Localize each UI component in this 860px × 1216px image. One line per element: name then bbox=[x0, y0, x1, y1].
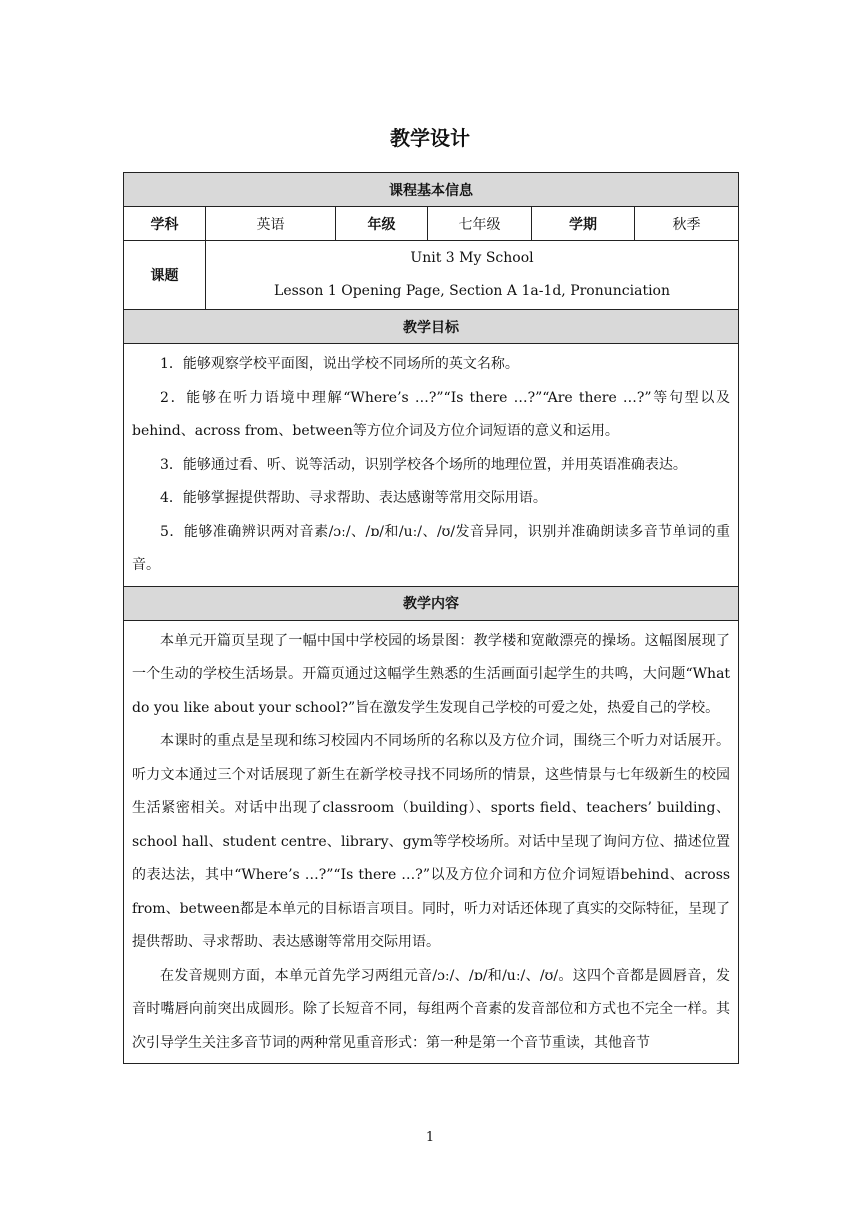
objective-item: 4．能够掌握提供帮助、寻求帮助、表达感谢等常用交际用语。 bbox=[160, 490, 547, 506]
subject-label: 学科 bbox=[124, 207, 206, 241]
content-body bbox=[124, 620, 739, 1064]
document-title: 教学设计 bbox=[390, 126, 470, 150]
grade-label: 年级 bbox=[336, 207, 428, 241]
content-paragraph: 在发音规则方面，本单元首先学习两组元音/ɔː/、/ɒ/和/uː/、/ʊ/。这四个音都是圆唇音，发音时嘴唇向前突出成圆形。除了长短音不同，每组两个音素的发音部位和方式也不完全一样。其次引导学生关注多音节词的两种常见重音形式：第一种是第一个音节重读，其他音节 bbox=[132, 967, 731, 1051]
objectives-header: 教学目标 bbox=[124, 310, 739, 344]
term-label: 学期 bbox=[532, 207, 635, 241]
basic-info-header: 课程基本信息 bbox=[124, 173, 739, 207]
topic-line-lesson: Lesson 1 Opening Page, Section A 1a-1d, Pronunciation bbox=[274, 283, 671, 299]
topic-line-unit: Unit 3 My School bbox=[410, 250, 534, 266]
content-header: 教学内容 bbox=[124, 586, 739, 620]
objective-item: 5．能够准确辨识两对音素/ɔː/、/ɒ/和/uː/、/ʊ/发音异同，识别并准确朗读多音节单词的重音。 bbox=[132, 523, 731, 573]
term-value: 秋季 bbox=[635, 207, 739, 241]
objective-item: 3．能够通过看、听、说等活动，识别学校各个场所的地理位置，并用英语准确表达。 bbox=[160, 456, 687, 473]
objectives-list bbox=[124, 344, 739, 587]
topic-label: 课题 bbox=[124, 241, 206, 310]
grade-value: 七年级 bbox=[428, 207, 532, 241]
content-paragraph: 本单元开篇页呈现了一幅中国中学校园的场景图：教学楼和宽敞漂亮的操场。这幅图展现了一个生动的学校生活场景。开篇页通过这幅学生熟悉的生活画面引起学生的共鸣，大问题“What do you like about your school?”旨在激发学生发现自己学校的可爱之处，热爱自己的学校。 bbox=[132, 632, 731, 716]
content-paragraph: 本课时的重点是呈现和练习校园内不同场所的名称以及方位介词，围绕三个听力对话展开。听力文本通过三个对话展现了新生在新学校寻找不同场所的情景，这些情景与七年级新生的校园生活紧密相关。对话中出现了classroom（building）、sports field、teachers’ building、school hall、student centre、library、gym等学校场所。对话中呈现了询问方位、描述位置的表达法，其中“Where’s …?”“Is there …?”以及方位介词和方位介词短语behind、across from、between都是本单元的目标语言项目。同时，听力对话还体现了真实的交际特征，呈现了提供帮助、寻求帮助、表达感谢等常用交际用语。 bbox=[132, 733, 731, 950]
subject-value: 英语 bbox=[206, 207, 336, 241]
lesson-info-table bbox=[123, 172, 739, 1064]
objective-item: 1．能够观察学校平面图，说出学校不同场所的英文名称。 bbox=[160, 356, 519, 372]
page-number: 1 bbox=[425, 1130, 435, 1145]
objective-item: 2．能够在听力语境中理解“Where’s …?”“Is there …?”“Are there …?”等句型以及behind、across from、between等方位介词及方位介词短语的意义和运用。 bbox=[132, 389, 731, 439]
topic-value bbox=[206, 241, 739, 310]
